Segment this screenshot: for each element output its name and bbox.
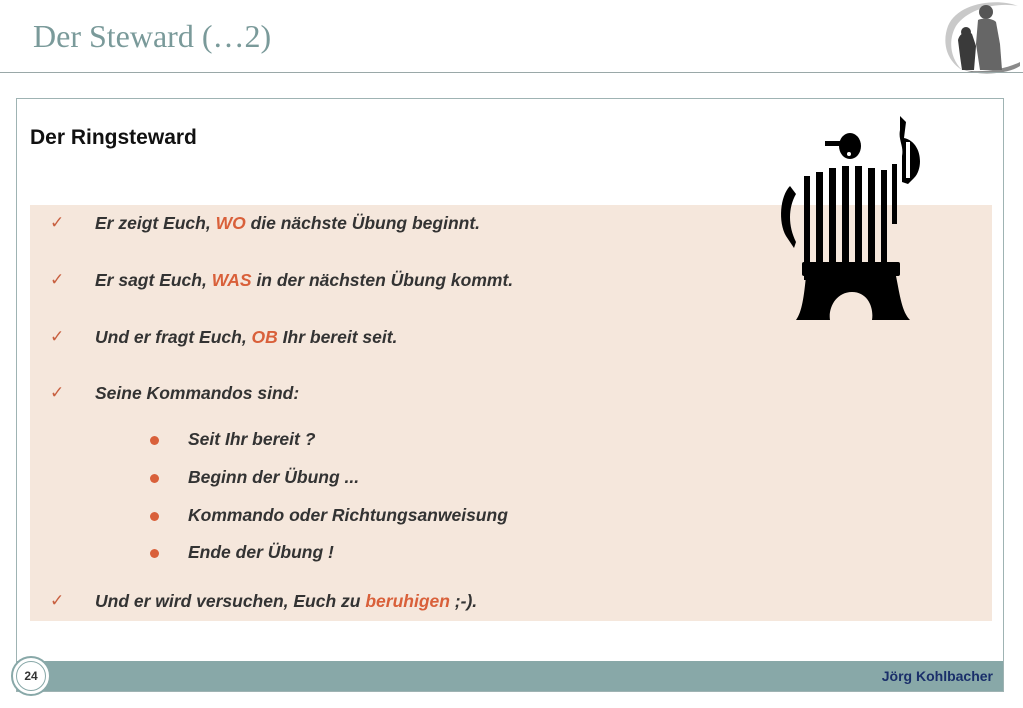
item-text: in der nächsten Übung kommt. — [251, 270, 514, 290]
bullet-dot-icon — [150, 549, 159, 558]
item-text: Er zeigt Euch, — [95, 213, 216, 233]
item-text: Er sagt Euch, — [95, 270, 212, 290]
item-text: ;-). — [449, 591, 478, 611]
sub-item-text: Kommando oder Richtungsanweisung — [188, 505, 508, 525]
checkmark-icon: ✓ — [50, 327, 65, 346]
page-number: 24 — [24, 669, 38, 683]
author-name: Jörg Kohlbacher — [881, 668, 993, 684]
bullet-dot-icon — [150, 474, 159, 483]
bullet-dot-icon — [150, 512, 159, 521]
item-highlight: OB — [251, 327, 278, 347]
checkmark-icon: ✓ — [50, 270, 65, 289]
item-text: Seine Kommandos sind: — [95, 383, 300, 403]
referee-illustration — [776, 112, 926, 324]
page-number-badge — [11, 656, 51, 696]
item-text: die nächste Übung beginnt. — [245, 213, 481, 233]
item-highlight: beruhigen — [365, 591, 450, 611]
sub-item-text: Beginn der Übung ... — [188, 467, 360, 487]
item-highlight: WO — [215, 213, 246, 233]
checkmark-icon: ✓ — [50, 383, 65, 402]
item-text: Ihr bereit seit. — [277, 327, 398, 347]
sub-item-text: Ende der Übung ! — [188, 542, 334, 562]
footer-bar — [17, 661, 1003, 691]
item-highlight: WAS — [211, 270, 252, 290]
item-text: Und er fragt Euch, — [95, 327, 252, 347]
sub-item-text: Seit Ihr bereit ? — [188, 429, 316, 449]
slide-subtitle: Der Ringsteward — [30, 126, 197, 149]
checkmark-icon: ✓ — [50, 591, 65, 610]
item-text: Und er wird versuchen, Euch zu — [95, 591, 366, 611]
bullet-dot-icon — [150, 436, 159, 445]
slide-title: Der Steward (…2) — [33, 18, 272, 54]
person-with-dog-logo — [940, 0, 1020, 76]
title-divider — [0, 72, 1023, 73]
checkmark-icon: ✓ — [50, 213, 65, 232]
